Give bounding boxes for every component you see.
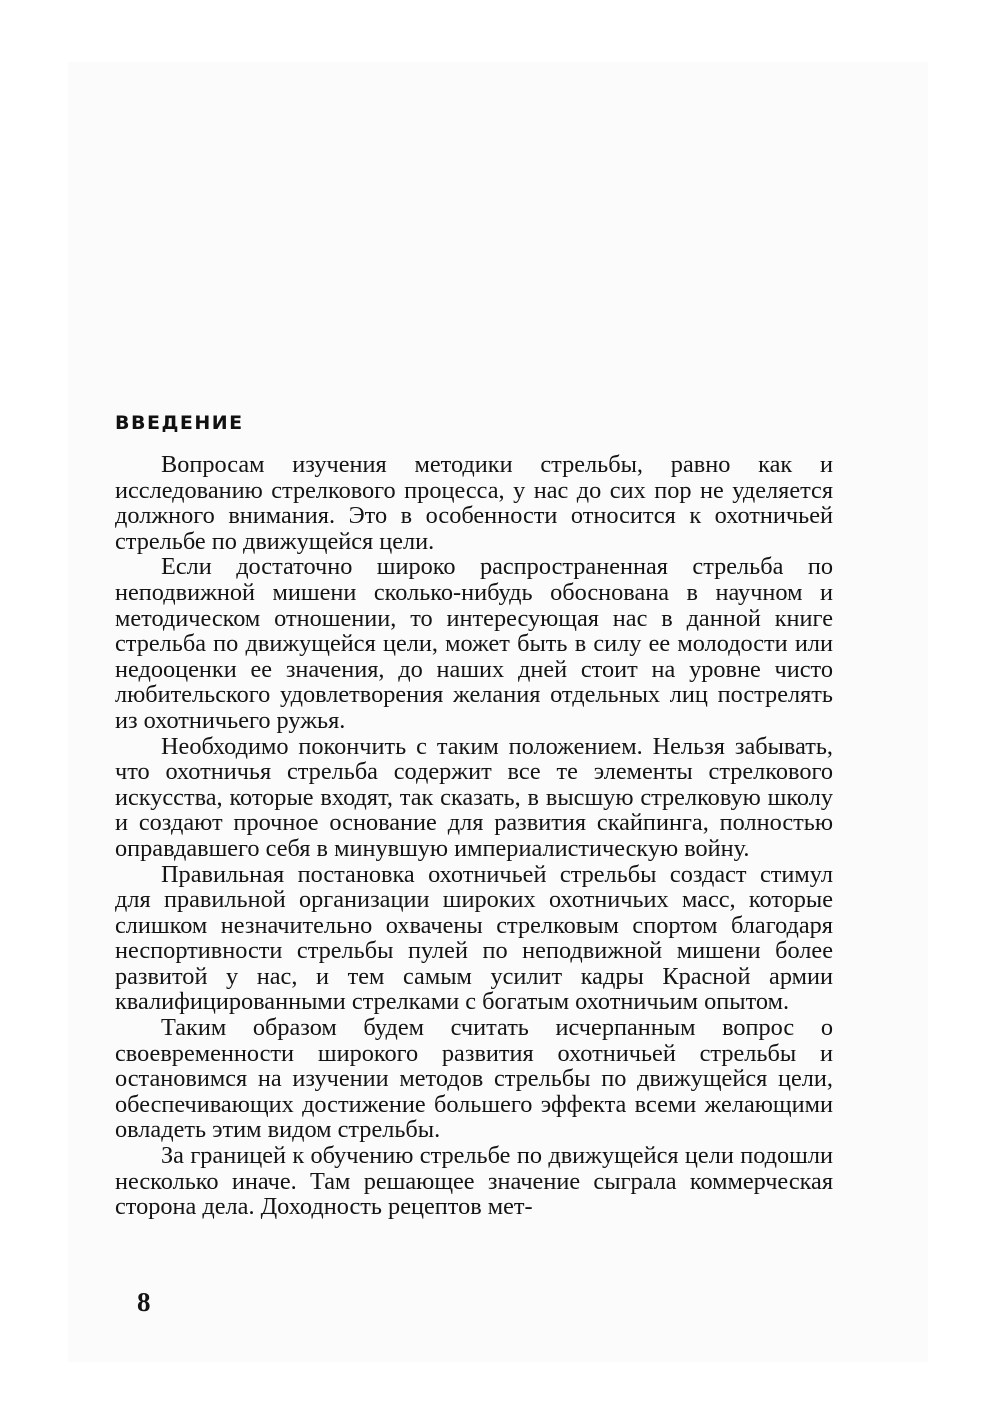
paragraph: Правильная постановка охотничьей стрельбы создаст стимул для правильной организации широких охотничьих масс, которые слишком незначительно охвачены стрелковым спортом благодаря неспортивности стрельбы пулей по неподвижной мишени более развитой у нас, и тем самым усилит кадры Красной армии квалифицированными стрелками с богатым охотничьим опытом. xyxy=(115,860,833,1016)
paragraph: Таким образом будем считать исчерпанным вопрос о своевременности широкого развития охотничьей стрельбы и остановимся на изучении методов стрельбы по движущейся цели, обеспечивающих достижение большего эффекта всеми желающими овладеть этим видом стрельбы. xyxy=(115,1014,833,1144)
paragraph: Если достаточно широко распространенная стрельба по неподвижной мишени сколько-нибудь обоснована в научном и методическом отношении, то интересующая нас в данной книге стрельба по движущейся цели, может быть в силу ее молодости или недооценки ее значения, до наших дней стоит на уровне чисто любительского удовлетворения желания отдельных лиц пострелять из охотничьего ружья. xyxy=(115,553,833,734)
paragraph: За границей к обучению стрельбе по движущейся цели подошли несколько иначе. Там решающее значение сыграла коммерческая сторона дела. Доходность рецептов мет- xyxy=(115,1142,833,1221)
page-number: 8 xyxy=(137,1287,151,1317)
body-text xyxy=(115,452,833,1220)
chapter-heading: ВВЕДЕНИЕ xyxy=(115,412,244,434)
paragraph: Вопросам изучения методики стрельбы, равно как и исследованию стрелкового процесса, у нас до сих пор не уделяется должного внимания. Это в особенности относится к охотничьей стрельбе по движущейся цели. xyxy=(115,451,833,555)
paragraph: Необходимо покончить с таким положением. Нельзя забывать, что охотничья стрельба содержит все те элементы стрелкового искусства, которые входят, так сказать, в высшую стрелковую школу и создают прочное основание для развития скайпинга, полностью оправдавшего себя в минувшую империалистическую войну. xyxy=(115,732,833,862)
